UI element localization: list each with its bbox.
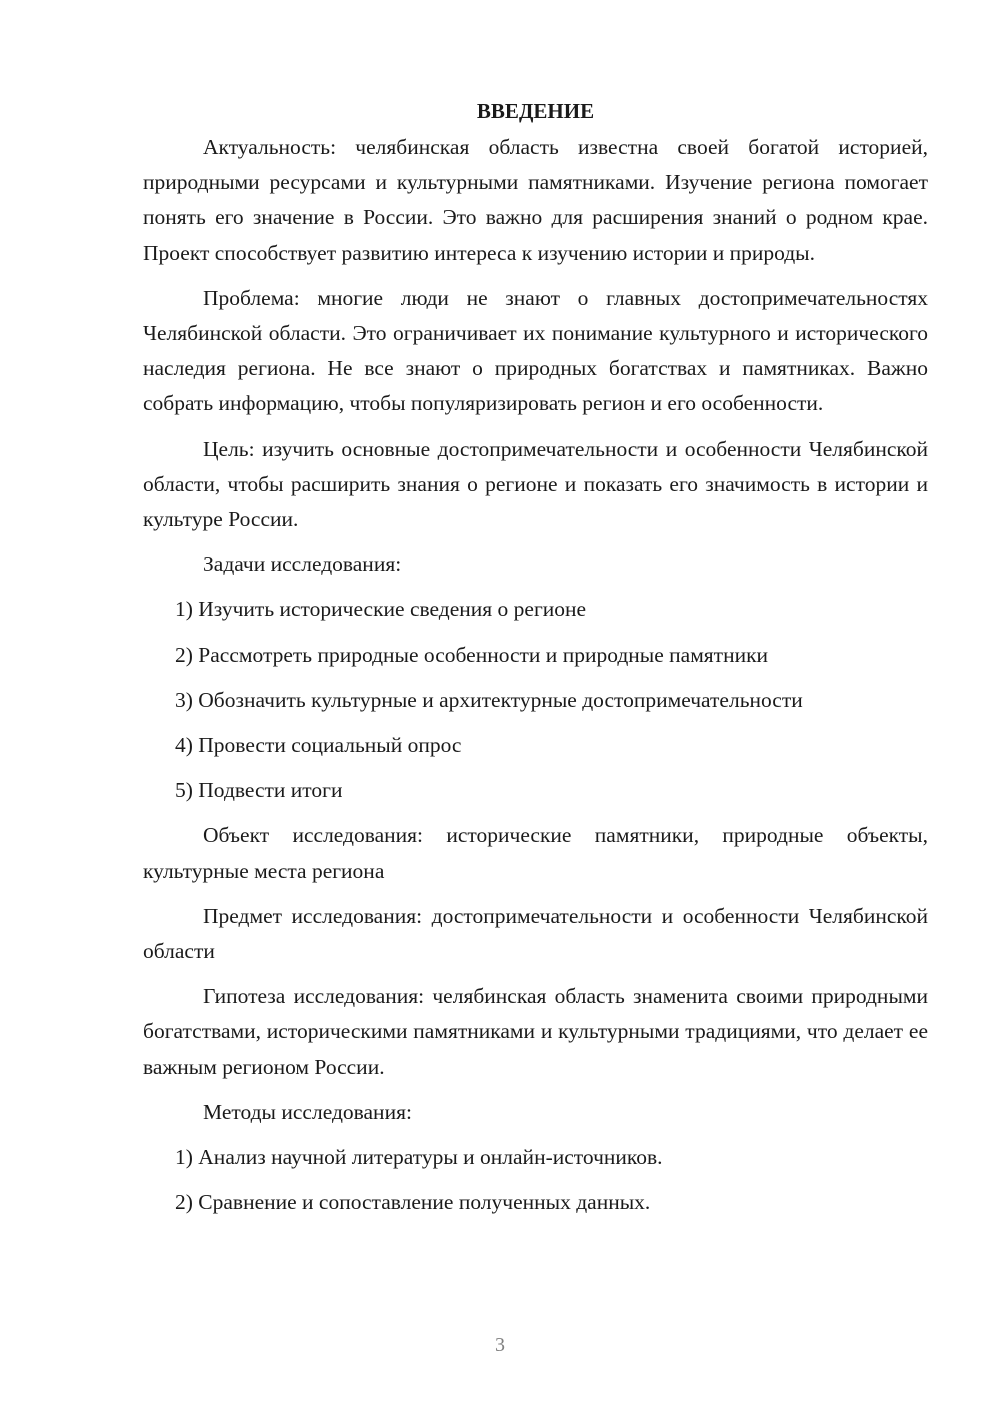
subject-paragraph: Предмет исследования: достопримечательности и особенности Челябинской области (143, 903, 928, 964)
problem-paragraph: Проблема: многие люди не знают о главных достопримечательностях Челябинской области. Это ограничивает их понимание культурного и исторического наследия региона. Не все знают о природных богатствах и памятниках. Важно собрать информацию, чтобы популяризировать регион и его особенности. (143, 285, 928, 416)
page-number: 3 (495, 1334, 505, 1356)
list-item: 5) Подвести итоги (175, 778, 343, 803)
relevance-paragraph: Актуальность: челябинская область известна своей богатой историей, природными ресурсами и культурными памятниками. Изучение региона помогает понять его значение в России. Это важно для расширения знаний о родном крае. Проект способствует развитию интереса к изучению истории и природы. (143, 135, 928, 265)
methods-list (143, 1140, 928, 1220)
list-item: 2) Рассмотреть природные особенности и природные памятники (175, 642, 769, 667)
methods-label: Методы исследования: (203, 1099, 412, 1124)
list-item: 4) Провести социальный опрос (175, 733, 462, 758)
document-page (143, 96, 928, 1230)
goal-paragraph: Цель: изучить основные достопримечательности и особенности Челябинской области, чтобы расширить знания о регионе и показать его значимость в истории и культуре России. (143, 436, 928, 532)
tasks-label: Задачи исследования: (203, 552, 402, 577)
tasks-list (143, 592, 928, 808)
page-title: ВВЕДЕНИЕ (476, 99, 595, 123)
list-item: 3) Обозначить культурные и архитектурные достопримечательности (175, 687, 803, 712)
hypothesis-paragraph: Гипотеза исследования: челябинская область знаменита своими природными богатствами, историческими памятниками и культурными традициями, что делает ее важным регионом России. (143, 984, 928, 1079)
object-paragraph: Объект исследования: исторические памятники, природные объекты, культурные места региона (143, 823, 928, 883)
list-item: 2) Сравнение и сопоставление полученных данных. (175, 1190, 651, 1215)
list-item: 1) Анализ научной литературы и онлайн-источников. (175, 1145, 663, 1170)
list-item: 1) Изучить исторические сведения о регионе (175, 597, 587, 622)
